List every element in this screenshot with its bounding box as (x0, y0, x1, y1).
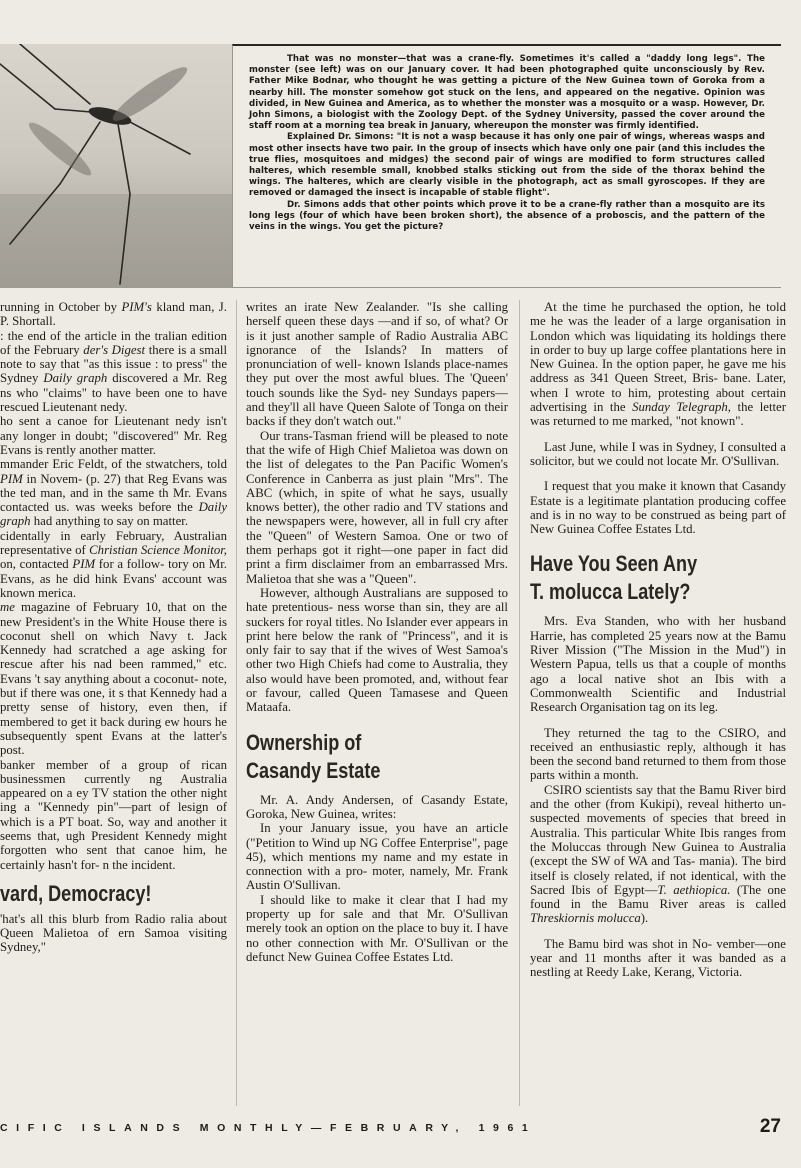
article-paragraph: Mr. A. Andy Andersen, of Casandy Estate, Goroka, New Guinea, writes: (246, 792, 508, 821)
article-paragraph: cidentally in early February, Australian representative of Christian Science Monitor, on, contacted PIM for a follow- tory on Mr. Evans, as he did hink Evans' account was known merica. (0, 528, 227, 600)
caption-paragraph: Explained Dr. Simons: "It is not a wasp because it has only one pair of wings, whereas wasps and most other insects have two pair. In the group of insects which have only one pair (and this includes the true flies, mosquitoes and midges) the second pair of wings are modified to form structures called halteres, which resemble small, knobbed stalks sticking out from the side of the thorax behind the wings. The halteres, which are clearly visible in the photograph, act as small gyroscopes. If they are removed or damaged the insect is incapable of stable flight". (249, 132, 765, 199)
column-left (0, 300, 227, 1110)
section-heading: Casandy Estate (246, 757, 381, 783)
article-paragraph: running in October by PIM's kland man, J. P. Shortall. (0, 300, 227, 329)
article-paragraph: At the time he purchased the option, he told me he was the leader of a large organisation in London which was liquidating its holdings there in order to buy up large coffee plantations here in New Guinea. In the option paper, he gave me his address as 341 Queen Street, Bris- bane. Later, when I wrote to him, protesting about certain advertising in the Sunday Telegraph, the letter was returned to me marked, "not known". (530, 300, 786, 429)
column-divider (519, 300, 520, 1106)
article-paragraph: ho sent a canoe for Lieutenant nedy isn't any longer in doubt; "discovered" Mr. Reg Evans is rently another matter. (0, 414, 227, 457)
crane-fly-illustration (0, 44, 232, 288)
article-paragraph: Last June, while I was in Sydney, I consulted a solicitor, but we could not locate Mr. O'Sullivan. (530, 439, 786, 468)
article-paragraph: The Bamu bird was shot in No- vember—one year and 11 months after it was banded as a nestling at Reedy Lake, Kerang, Victoria. (530, 936, 786, 980)
article-paragraph: Mrs. Eva Standen, who with her husband Harrie, has completed 25 years now at the Bamu River Mission ("The Mission in the Mud") in Western Papua, tells us that a couple of months ago a local native shot an Ibis with a Commonwealth Scientific and Industrial Research Organisation tag on its leg. (530, 614, 786, 715)
crane-fly-photo (0, 44, 232, 288)
article-paragraph: CSIRO scientists say that the Bamu River bird and the other (from Kukipi), reveal hitherto un- suspected movements of species that breed in Australia. This particular White Ibis ranges from the Moluccas through New Guinea to Australia (except the SW of WA and Tas- mania). The bird itself is closely related, if not identical, with the Sacred Ibis of Egypt—T. aethiopica. (The one found in the Bamu River areas is called Threskiornis molucca). (530, 782, 786, 926)
section-heading: Ownership of (246, 729, 362, 755)
article-paragraph: In your January issue, you have an article ("Petition to Wind up NG Coffee Enterprise", page 45), which mentions my name and my estate in connection with a pro- moter, namely, Mr. Frank Austin O'Sullivan. (246, 821, 508, 893)
article-paragraph: : the end of the article in the tralian edition of the February der's Digest there is a small note to say that "as this issue : to press" the Sydney Daily graph discovered a Mr. Reg ns who "claims" to have been one to have rescued Lieutenant nedy. (0, 328, 227, 415)
publication-title: CIFIC ISLANDS MONTHLY—FEBRUARY, 1961 (0, 1122, 537, 1134)
section-heading: Have You Seen Any (530, 551, 698, 577)
article-paragraph: mmander Eric Feldt, of the stwatchers, told PIM in Novem- (p. 27) that Reg Evans was the ted man, and in the same th Mr. Evans contacted us. was weeks before the Daily graph had anything to say on matter. (0, 457, 227, 529)
caption-box (232, 44, 781, 288)
article-paragraph: However, although Australians are supposed to hate pretentious- ness worse than sin, they are all suckers for royal titles. No Islander ever appears in print here below the rank of "Princess", and it is only fair to say that if the wives of West Samoa's other two High Chiefs had come to Australia, they also would have been promoted, and, without fear or favour, called Queen Tamasese and Queen Mataafa. (246, 585, 508, 715)
article-paragraph: writes an irate New Zealander. "Is she calling herself queen these days —and if so, of what? Or is it just another sample of Radio Australia ABC ignorance of the Islands? In matters of pronunciation of well- known Islands place-names they put over the most awful blues. The 'Queen' touch sounds like the Syd- ney Sundays papers—and they'll all have Queen Salote of Tonga on their backs if they don't watch out." (246, 300, 508, 429)
page-footer (0, 1116, 801, 1146)
article-paragraph: me magazine of February 10, that on the new President's in the White House there is coconut shell on which Navy t. Jack Kennedy had scratched a age asking for rescue after his nad been rammed," etc. Evans 't say anything about a coconut- note, but if there was one, it s that Kennedy had a pretty sense of history, even then, if membered to get it back during ew hours he subsequently spent Evans at the latter's post. (0, 600, 227, 758)
page-number: 27 (759, 1116, 781, 1137)
caption-paragraph: That was no monster—that was a crane-fly. Sometimes it's called a "daddy long legs". The monster (see left) was on our January cover. It had been photographed quite unconsciously by Rev. Father Mike Bodnar, who thought he was getting a picture of the New Guinea town of Goroka from a nearby hill. The monster somehow got stuck on the lens, and appeared on the negative. Opinion was divided, in New Guinea and America, as to whether the monster was a mosquito or a wasp. However, Dr. John Simons, a biologist with the Zoology Dept. of the Sydney University, passed the cover around the staff room at a morning tea break in January, whereupon the monster was firmly identified. (249, 54, 765, 132)
article-paragraph: They returned the tag to the CSIRO, and received an enthusiastic reply, although it has been the second band returned to them from those parts within a month. (530, 725, 786, 783)
column-divider (236, 300, 237, 1106)
article-paragraph: 'hat's all this blurb from Radio ralia about Queen Malietoa of ern Samoa visiting Sydney," (0, 911, 227, 955)
article-paragraph: I request that you make it known that Casandy Estate is a legitimate plantation producing coffee and is in no way to be construed as being part of New Guinea Coffee Estates Ltd. (530, 479, 786, 537)
section-heading: T. molucca Lately? (530, 579, 691, 605)
caption-paragraph: Dr. Simons adds that other points which prove it to be a crane-fly rather than a mosquito are its long legs (four of which have been broken short), the absence of a proboscis, and the pattern of the veins in the wings. You get the picture? (249, 199, 765, 233)
article-paragraph: banker member of a group of rican businessmen currently ng Australia appeared on a ey TV station the other night ing a "Kennedy pin"—part of lesign of which is a PT boat. So, way and another it seems that, ugh President Kennedy might forgotten who sent that canoe him, he certainly hasn't for- n the incident. (0, 757, 227, 872)
column-right (530, 300, 786, 1110)
column-middle (246, 300, 508, 1110)
article-paragraph: Our trans-Tasman friend will be pleased to note that the wife of High Chief Malietoa was down on the list of delegates to the Pan Pacific Women's Conference in Canberra as just plain "Mrs". The ABC (which, in spite of what he says, usually knows better), the other radio and TV stations and the newspapers were, however, all in full cry after the "Queen" of Western Samoa. One or two of them perhaps got it right—one paper in fact did print a firm disclaimer from an embarrassed Mrs. Malietoa that she was a "Queen". (246, 428, 508, 586)
section-heading: vard, Democracy! (0, 880, 152, 906)
article-paragraph: I should like to make it clear that I had my property up for sale and that Mr. O'Sullivan merely took an option on the place to buy it. I have no other connection with Mr. O'Sullivan or the defunct New Guinea Coffee Estates Ltd. (246, 892, 508, 964)
